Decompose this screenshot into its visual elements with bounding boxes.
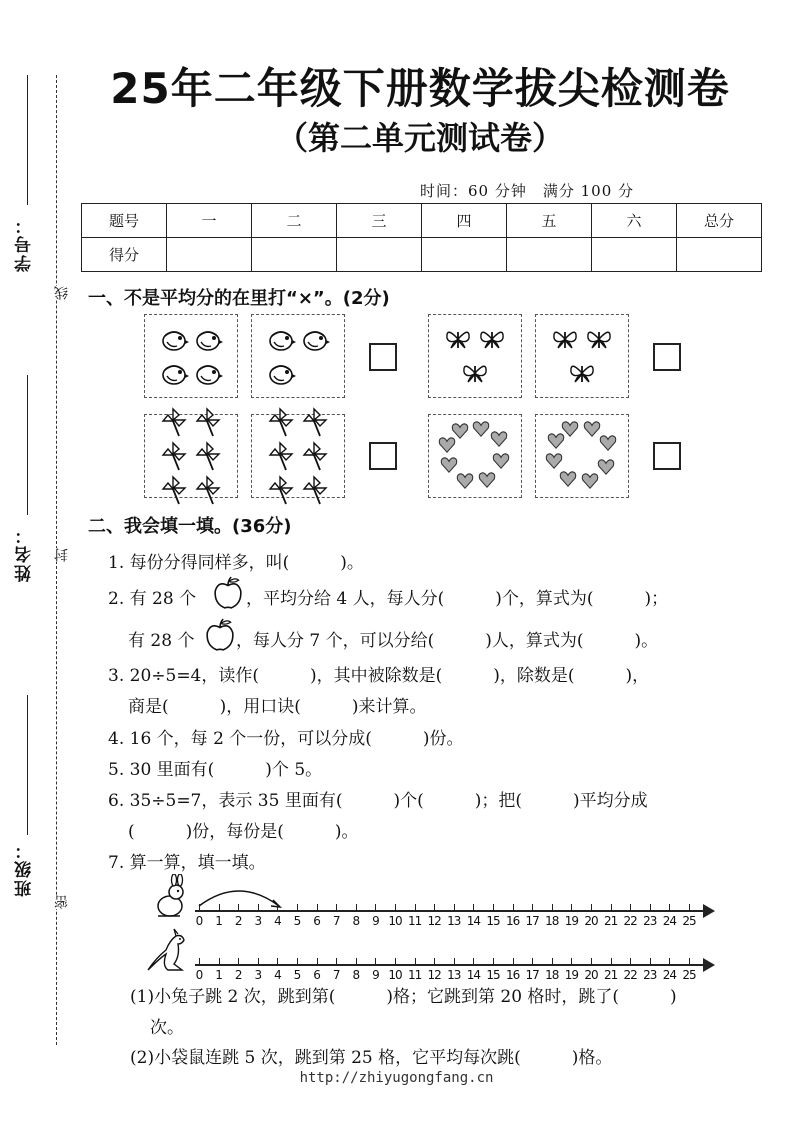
number-line-label: 14 <box>466 968 481 982</box>
number-line-label: 12 <box>427 968 441 982</box>
number-line-tick <box>650 904 651 912</box>
pinwheel-icon <box>159 407 189 437</box>
number-line-label: 15 <box>486 968 500 982</box>
answer-checkbox-birds[interactable] <box>369 343 397 371</box>
number-line-arrow <box>703 958 715 972</box>
number-line-tick <box>434 904 435 912</box>
number-line-tick <box>513 904 514 912</box>
score-header-cell: 二 <box>252 204 337 238</box>
number-line-tick <box>571 904 572 912</box>
number-line-label: 12 <box>427 914 441 928</box>
score-table-header-row <box>82 204 762 238</box>
butterfly-icon <box>477 324 507 354</box>
number-line-tick <box>297 958 298 966</box>
number-line-label: 5 <box>293 914 301 928</box>
number-line-tick <box>219 958 220 966</box>
score-table <box>81 203 762 272</box>
number-line-tick <box>473 958 474 966</box>
heart-ring-b <box>535 414 629 498</box>
number-line-label: 2 <box>234 968 242 982</box>
number-line-label: 1 <box>215 914 222 928</box>
number-line-label: 11 <box>407 968 422 982</box>
number-line-label: 7 <box>332 914 340 928</box>
class-label: 班级： <box>15 840 35 897</box>
butterfly-icon <box>567 358 597 388</box>
question-7-2: (2)小袋鼠连跳 5 次，跳到第 25 格，它平均每次跳( )格。 <box>130 1048 613 1068</box>
number-line-tick <box>473 904 474 912</box>
butterfly-icon <box>443 324 473 354</box>
number-line-label: 17 <box>525 968 539 982</box>
pinwheel-icon <box>300 475 330 505</box>
number-line-tick <box>238 958 239 966</box>
number-line-label: 1 <box>215 968 222 982</box>
number-line-label: 20 <box>584 968 598 982</box>
number-line-tick <box>669 958 670 966</box>
question-6a: 6. 35÷5=7，表示 35 里面有( )个( )；把( )平均分成 <box>108 791 648 811</box>
answer-checkbox-hearts[interactable] <box>653 442 681 470</box>
question-5: 5. 30 里面有( )个 5。 <box>108 760 323 780</box>
number-line-tick <box>611 904 612 912</box>
number-line-label: 22 <box>623 968 637 982</box>
butterfly-group-b <box>535 314 629 398</box>
bird-icon <box>193 358 223 388</box>
number-line-label: 17 <box>525 914 539 928</box>
number-line-label: 6 <box>313 968 320 982</box>
section1-heading: 一、不是平均分的在里打“×”。(2分) <box>88 288 390 309</box>
question-1: 1. 每份分得同样多，叫( )。 <box>108 553 364 573</box>
pinwheel-icon <box>193 475 223 505</box>
class-underline <box>27 695 28 835</box>
bird-icon <box>193 324 223 354</box>
number-line-label: 3 <box>254 968 262 982</box>
question-2a-text: ，平均分给 4 人，每人分( )个，算式为( )； <box>246 589 669 609</box>
number-line-label: 16 <box>505 968 520 982</box>
score-cell[interactable] <box>252 238 337 272</box>
number-line-label: 18 <box>545 914 559 928</box>
number-line-label: 4 <box>274 914 281 928</box>
score-cell[interactable] <box>337 238 422 272</box>
number-line-tick <box>571 958 572 966</box>
number-line-label: 19 <box>564 914 579 928</box>
number-line-tick <box>199 904 200 912</box>
number-line-tick <box>689 958 690 966</box>
question-6b: ( )份，每份是( )。 <box>128 822 359 842</box>
pinwheel-icon <box>193 441 223 471</box>
score-header-cell: 总分 <box>677 204 762 238</box>
number-line-tick <box>356 958 357 966</box>
bird-group-b <box>251 314 345 398</box>
number-line-tick <box>454 904 455 912</box>
number-line-tick <box>415 958 416 966</box>
score-cell[interactable] <box>592 238 677 272</box>
number-line-label: 19 <box>564 968 579 982</box>
score-cell[interactable] <box>167 238 252 272</box>
seal-mark-seal: 封 <box>54 548 70 562</box>
seal-mark-line: 线 <box>54 286 70 300</box>
score-cell[interactable] <box>507 238 592 272</box>
bird-icon <box>266 358 296 388</box>
number-line-label: 15 <box>486 914 500 928</box>
score-row-label: 得分 <box>82 238 167 272</box>
number-line-label: 2 <box>234 914 242 928</box>
score-header-cell: 五 <box>507 204 592 238</box>
rabbit-jump-arc <box>195 878 285 908</box>
number-line-label: 21 <box>603 968 618 982</box>
answer-checkbox-butterflies[interactable] <box>653 343 681 371</box>
number-line-tick <box>199 958 200 966</box>
number-line-label: 13 <box>447 914 461 928</box>
number-line-label: 20 <box>584 914 598 928</box>
number-line-label: 3 <box>254 914 262 928</box>
exam-info: 时间：60 分钟 满分 100 分 <box>420 182 635 200</box>
number-line-tick <box>317 958 318 966</box>
student-id-label: 学号： <box>15 215 35 272</box>
number-line-label: 6 <box>313 914 320 928</box>
student-id-underline <box>27 75 28 205</box>
number-line-tick <box>532 904 533 912</box>
question-7-1b: 次。 <box>150 1018 184 1038</box>
question-4: 4. 16 个，每 2 个一份，可以分成( )份。 <box>108 729 464 749</box>
number-line-label: 18 <box>545 968 559 982</box>
seal-mark-secret: 密 <box>54 895 70 909</box>
number-line-label: 25 <box>682 914 696 928</box>
number-line-tick <box>415 904 416 912</box>
number-line-label: 24 <box>662 914 677 928</box>
question-3b: 商是( )，用口诀( )来计算。 <box>128 697 427 717</box>
number-line-tick <box>552 958 553 966</box>
question-3a: 3. 20÷5=4，读作( )，其中被除数是( )，除数是( )， <box>108 666 650 686</box>
number-line-label: 10 <box>388 914 402 928</box>
score-header-cell: 一 <box>167 204 252 238</box>
question-2b-prefix: 有 28 个 <box>128 631 195 651</box>
heart-ring-icon <box>430 416 520 496</box>
number-line-label: 5 <box>293 968 301 982</box>
number-line-tick <box>336 958 337 966</box>
heart-ring-a <box>428 414 522 498</box>
number-line-tick <box>336 904 337 912</box>
number-line-tick <box>454 958 455 966</box>
bird-icon <box>159 358 189 388</box>
number-line-tick <box>591 958 592 966</box>
pinwheel-icon <box>300 407 330 437</box>
number-line-label: 14 <box>466 914 481 928</box>
number-line-tick <box>493 904 494 912</box>
number-line-label: 8 <box>352 914 360 928</box>
number-line-tick <box>258 958 259 966</box>
number-line-label: 8 <box>352 968 360 982</box>
number-line-tick <box>219 904 220 912</box>
question-7: 7. 算一算，填一填。 <box>108 853 266 873</box>
number-line-tick <box>297 904 298 912</box>
score-cell[interactable] <box>677 238 762 272</box>
pinwheel-icon <box>266 475 296 505</box>
number-line-label: 0 <box>195 914 203 928</box>
question-2b-text: ，每人分 7 个，可以分给( )人，算式为( )。 <box>236 631 659 651</box>
pinwheel-icon <box>193 407 223 437</box>
number-line-tick <box>669 904 670 912</box>
number-line-label: 24 <box>662 968 677 982</box>
apple-icon <box>204 618 236 652</box>
pinwheel-icon <box>266 441 296 471</box>
kangaroo-icon <box>146 928 192 974</box>
number-line-tick <box>434 958 435 966</box>
number-line-tick <box>375 958 376 966</box>
number-line-tick <box>238 904 239 912</box>
number-line-tick <box>591 904 592 912</box>
butterfly-icon <box>460 358 490 388</box>
heart-ring-icon <box>537 416 627 496</box>
butterfly-icon <box>550 324 580 354</box>
number-line-tick <box>277 904 278 912</box>
pinwheel-icon <box>266 407 296 437</box>
page-title: 25年二年级下册数学拔尖检测卷 <box>110 64 730 113</box>
number-line-label: 10 <box>388 968 402 982</box>
score-cell[interactable] <box>422 238 507 272</box>
number-line-tick <box>630 904 631 912</box>
number-line-tick <box>277 958 278 966</box>
number-line-tick <box>375 904 376 912</box>
apple-icon <box>212 576 244 610</box>
number-line-tick <box>395 904 396 912</box>
number-line-tick <box>532 958 533 966</box>
number-line-tick <box>356 904 357 912</box>
score-header-cell: 题号 <box>82 204 167 238</box>
number-line-label: 25 <box>682 968 696 982</box>
answer-checkbox-pinwheels[interactable] <box>369 442 397 470</box>
number-line-label: 23 <box>643 968 657 982</box>
name-label: 姓名： <box>15 525 35 582</box>
number-line-tick <box>611 958 612 966</box>
rabbit-icon <box>150 874 192 920</box>
number-line-label: 9 <box>372 914 379 928</box>
number-line-tick <box>317 904 318 912</box>
bird-icon <box>159 324 189 354</box>
number-line-arrow <box>703 904 715 918</box>
butterfly-icon <box>584 324 614 354</box>
number-line-label: 13 <box>447 968 461 982</box>
pinwheel-icon <box>300 441 330 471</box>
pinwheel-group-a <box>144 414 238 498</box>
name-underline <box>27 375 28 515</box>
butterfly-group-a <box>428 314 522 398</box>
number-line-label: 11 <box>407 914 422 928</box>
number-line-label: 9 <box>372 968 379 982</box>
footer-url: http://zhiyugongfang.cn <box>299 1070 494 1086</box>
number-line-label: 16 <box>505 914 520 928</box>
bird-icon <box>300 324 330 354</box>
number-line-label: 7 <box>332 968 340 982</box>
pinwheel-icon <box>159 441 189 471</box>
score-header-cell: 三 <box>337 204 422 238</box>
section2-heading: 二、我会填一填。(36分) <box>88 516 292 537</box>
bird-group-a <box>144 314 238 398</box>
number-line-tick <box>650 958 651 966</box>
number-line-label: 21 <box>603 914 618 928</box>
number-line-tick <box>552 904 553 912</box>
score-header-cell: 四 <box>422 204 507 238</box>
number-line-tick <box>258 904 259 912</box>
score-header-cell: 六 <box>592 204 677 238</box>
number-line-label: 22 <box>623 914 637 928</box>
number-line-rabbit <box>195 900 715 940</box>
pinwheel-icon <box>159 475 189 505</box>
bird-icon <box>266 324 296 354</box>
number-line-tick <box>493 958 494 966</box>
page-subtitle: （第二单元测试卷） <box>275 119 564 157</box>
number-line-label: 23 <box>643 914 657 928</box>
number-line-label: 4 <box>274 968 281 982</box>
number-line-tick <box>395 958 396 966</box>
score-table-score-row <box>82 238 762 272</box>
number-line-tick <box>689 904 690 912</box>
number-line-tick <box>630 958 631 966</box>
question-7-1a: (1)小兔子跳 2 次，跳到第( )格；它跳到第 20 格时，跳了( ) <box>130 987 677 1007</box>
pinwheel-group-b <box>251 414 345 498</box>
number-line-label: 0 <box>195 968 203 982</box>
number-line-tick <box>513 958 514 966</box>
question-2a-prefix: 2. 有 28 个 <box>108 589 197 609</box>
